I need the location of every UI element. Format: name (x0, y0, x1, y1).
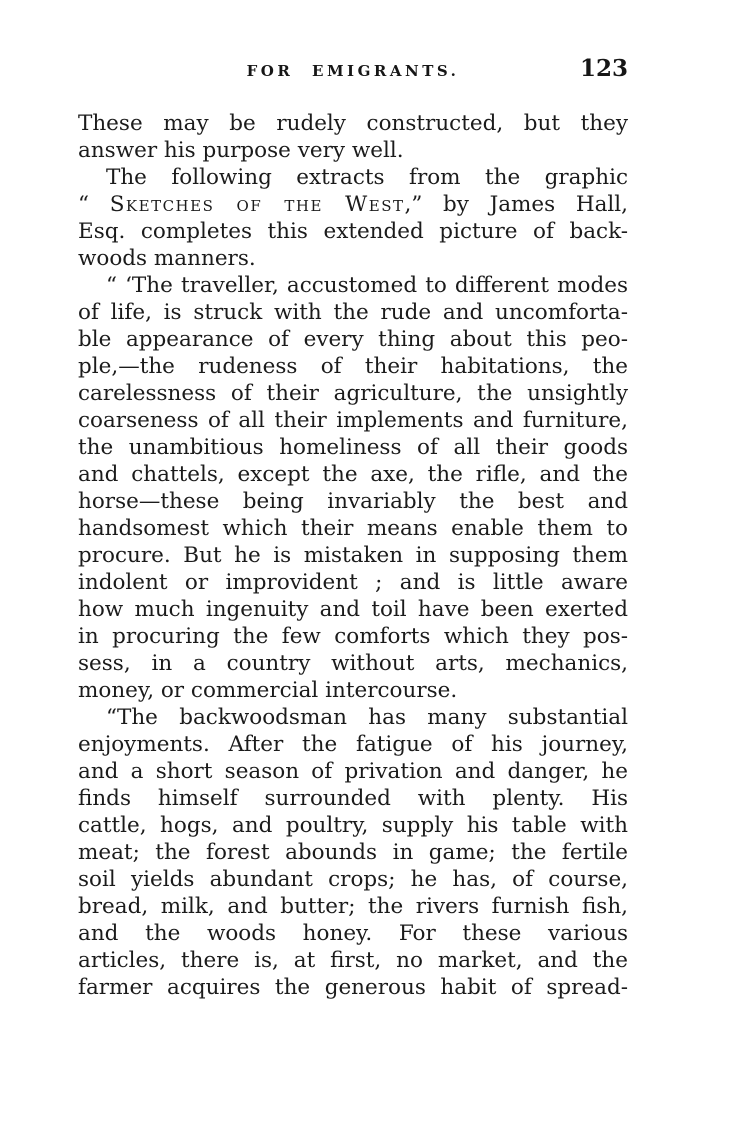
text-line: and chattels, except the axe, the rifle, and the (78, 462, 628, 487)
text-line: The following extracts from the graphic (106, 165, 628, 190)
page-number: 123 (579, 55, 628, 82)
text-line: Esq. completes this extended picture of back- (78, 219, 628, 244)
text-line: ble appearance of every thing about this peo- (78, 327, 628, 352)
paragraph (78, 704, 628, 1001)
text-line: farmer acquires the generous habit of spread- (78, 975, 628, 1000)
text-line: sess, in a country without arts, mechanics, (78, 651, 628, 676)
text-line: soil yields abundant crops; he has, of course, (78, 867, 628, 892)
text-line (78, 191, 628, 218)
text-line: and a short season of privation and danger, he (78, 759, 628, 784)
text-line: horse—these being invariably the best and (78, 489, 628, 514)
smallcaps-book-title: Sketches of the West (109, 192, 405, 217)
text-line: ple,—the rudeness of their habitations, the (78, 354, 628, 379)
text-line: bread, milk, and butter; the rivers furnish fish, (78, 894, 628, 919)
text-line: and the woods honey. For these various (78, 921, 628, 946)
text-line: of life, is struck with the rude and uncomforta- (78, 300, 628, 325)
text-line: handsomest which their means enable them to (78, 516, 628, 541)
text-line: in procuring the few comforts which they pos- (78, 624, 628, 649)
text-line: woods manners. (78, 246, 256, 271)
text-line: enjoyments. After the fatigue of his journey, (78, 732, 628, 757)
paragraph (78, 164, 628, 272)
text-line: procure. But he is mistaken in supposing them (78, 543, 628, 568)
text-line: money, or commercial intercourse. (78, 678, 458, 703)
text-line: articles, there is, at first, no market, and the (78, 948, 628, 973)
text-line: finds himself surrounded with plenty. His (78, 786, 628, 811)
running-header: FOR EMIGRANTS. (246, 62, 460, 80)
text-line: These may be rudely constructed, but they (78, 111, 628, 136)
text-line: the unambitious homeliness of all their goods (78, 435, 628, 460)
paragraph (78, 272, 628, 704)
text-line: cattle, hogs, and poultry, supply his table with (78, 813, 628, 838)
text-line: coarseness of all their implements and furniture, (78, 408, 628, 433)
text-line: how much ingenuity and toil have been exerted (78, 597, 628, 622)
text-line: “ ‘The traveller, accustomed to different modes (106, 273, 628, 298)
paragraph (78, 110, 628, 164)
text-segment: ,” by James Hall, (404, 192, 629, 217)
text-line: meat; the forest abounds in game; the fertile (78, 840, 628, 865)
text-line: carelessness of their agriculture, the unsightly (78, 381, 628, 406)
text-line: “The backwoodsman has many substantial (106, 705, 628, 730)
text-line: indolent or improvident ; and is little aware (78, 570, 628, 595)
text-segment: “ (78, 192, 110, 217)
text-column (78, 110, 628, 1001)
text-line: answer his purpose very well. (78, 138, 404, 163)
